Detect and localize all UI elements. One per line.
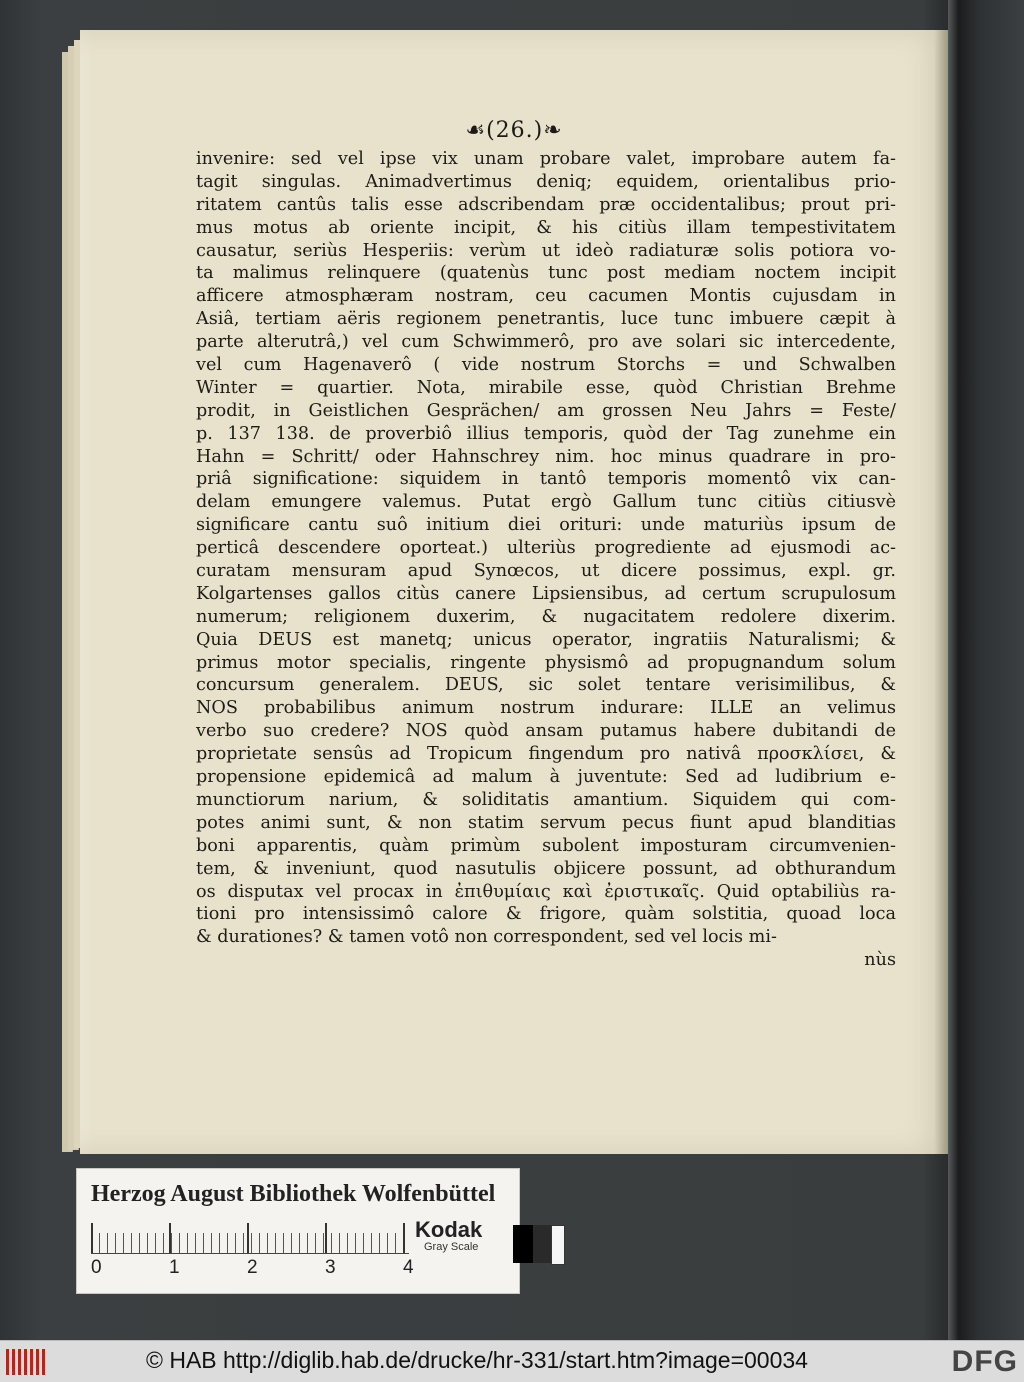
text-line: & durationes? & tamen votô non correspondent, sed vel locis mi- — [196, 927, 777, 948]
ruler-scale — [91, 1221, 409, 1254]
text-line: primus motor specialis, ringente physismô ad propugnandum solum — [196, 652, 896, 673]
text-line: tioni pro intensissimô calore & frigore, quàm solstitia, quoad loca — [196, 904, 896, 925]
ruler-tick — [325, 1223, 327, 1253]
text-line: vel cum Hagenaverô ( vide nostrum Storchs = und Schwalben — [196, 355, 896, 376]
text-line: causatur, seriùs Hesperiis: verùm ut ideò radiaturæ solis potiora vo- — [196, 240, 896, 261]
text-line: numerum; religionem duxerim, & nugacitatem redolere dixerim. — [196, 606, 896, 627]
copyright-link[interactable]: © HAB http://diglib.hab.de/drucke/hr-331/start.htm?image=00034 — [146, 1347, 808, 1373]
text-line: afficere atmosphæram nostram, ceu cacumen Montis cujusdam in — [196, 286, 896, 307]
text-line: ta malimus relinquere (quatenùs tunc post mediam noctem incipit — [196, 263, 896, 284]
text-line: concursum generalem. DEUS, sic solet tentare verisimilibus, & — [196, 675, 896, 696]
library-card — [76, 1168, 520, 1294]
ruler-number: 3 — [325, 1257, 336, 1278]
text-line: Hahn = Schritt/ oder Hahnschrey nim. hoc minus quadrare in pro- — [196, 446, 896, 467]
text-line: parte alterutrâ,) vel cum Schwimmerô, pro ave solari sic intercedente, — [196, 332, 896, 353]
text-line: NOS probabilibus animum nostrum indurare: ILLE an velimus — [196, 698, 896, 719]
text-line: mus motus ab oriente incipit, & his citiùs illam tempestivitatem — [196, 217, 896, 238]
ruler-number: 2 — [247, 1257, 258, 1278]
catchword: nùs — [864, 950, 896, 971]
text-line: Kolgartenses gallos citùs canere Lipsiensibus, ad certum scrupulosum — [196, 583, 896, 604]
text-line: significare cantu suô initium diei orituri: unde maturiùs ipsum de — [196, 515, 896, 536]
text-line: delam emungere valemus. Putat ergò Gallum tunc citiùs citiusvè — [196, 492, 896, 513]
ruler-tick — [403, 1223, 405, 1253]
text-line: os disputax vel procax in ἐπιθυμίαις καὶ ἐριστικαῖς. Quid optabiliùs ra- — [196, 881, 896, 902]
gray-patch-white — [551, 1225, 565, 1265]
ruler-number: 0 — [91, 1257, 102, 1278]
text-line: potes animi sunt, & non statim servum pecus fiunt apud blanditias — [196, 812, 896, 833]
page-number-header: ☙(26.)❧ — [465, 118, 563, 143]
text-line: tem, & inveniunt, quod nasutulis objicere possunt, ad obthurandum — [196, 858, 896, 879]
page-text-block — [196, 148, 896, 972]
text-line: invenire: sed vel ipse vix unam probare valet, improbare autem fa- — [196, 149, 896, 169]
library-name: Herzog August Bibliothek Wolfenbüttel — [91, 1181, 496, 1207]
text-line: propensione epidemicâ ad malum à juventute: Sed ad ludibrium e- — [196, 767, 896, 788]
text-line: Quia DEUS est manetq; unicus operator, ingratiis Naturalismi; & — [196, 629, 896, 650]
text-line: p. 137 138. de proverbiô illius temporis, quòd der Tag zunehme ein — [196, 423, 896, 444]
footer-bar — [0, 1340, 1024, 1382]
text-line: priâ significatione: siquidem in tantô temporis momentô vix can- — [196, 469, 896, 490]
gray-patch-black — [513, 1225, 533, 1263]
text-line: Winter = quartier. Nota, mirabile esse, quòd Christian Brehme — [196, 377, 896, 398]
ruler-number: 1 — [169, 1257, 180, 1278]
text-line: perticâ descendere oporteat.) ulteriùs progrediente ad ejusmodi ac- — [196, 538, 896, 559]
text-line: proprietate sensûs ad Tropicum fingendum pro nativâ προσκλίσει, & — [196, 744, 896, 765]
ruler-tick — [91, 1223, 93, 1253]
text-line: tagit singulas. Animadvertimus deniq; equidem, orientalibus prio- — [196, 171, 896, 192]
book-gutter — [948, 0, 1024, 1340]
kodak-logo: Kodak — [415, 1217, 483, 1242]
ruler-number: 4 — [403, 1257, 414, 1278]
ruler-tick — [169, 1223, 171, 1253]
text-line: curatam mensuram apud Synœcos, ut dicere possimus, expl. gr. — [196, 561, 896, 582]
grayscale-label: Gray Scale — [424, 1241, 479, 1253]
text-line: munctiorum narium, & soliditatis amantium. Siquidem qui com- — [196, 789, 896, 810]
gray-patch-dark — [533, 1225, 551, 1263]
text-line: Asiâ, tertiam aëris regionem penetrantis, luce tunc imbuere cæpit à — [196, 309, 896, 330]
text-line: ritatem cantûs talis esse adscribendam præ occidentalibus; prout pri- — [196, 194, 896, 215]
text-line: verbo suo credere? NOS quòd ansam putamus habere dubitandi de — [196, 721, 896, 742]
text-line: boni apparentis, quàm primùm subolent imposturam circumvenien- — [196, 835, 896, 856]
barcode-icon — [6, 1349, 46, 1375]
ruler-tick — [247, 1223, 249, 1253]
dfg-logo: DFG — [951, 1345, 1018, 1378]
ruler-numbers — [83, 1257, 423, 1281]
text-line: prodit, in Geistlichen Gesprächen/ am grossen Neu Jahrs = Feste/ — [196, 400, 896, 421]
